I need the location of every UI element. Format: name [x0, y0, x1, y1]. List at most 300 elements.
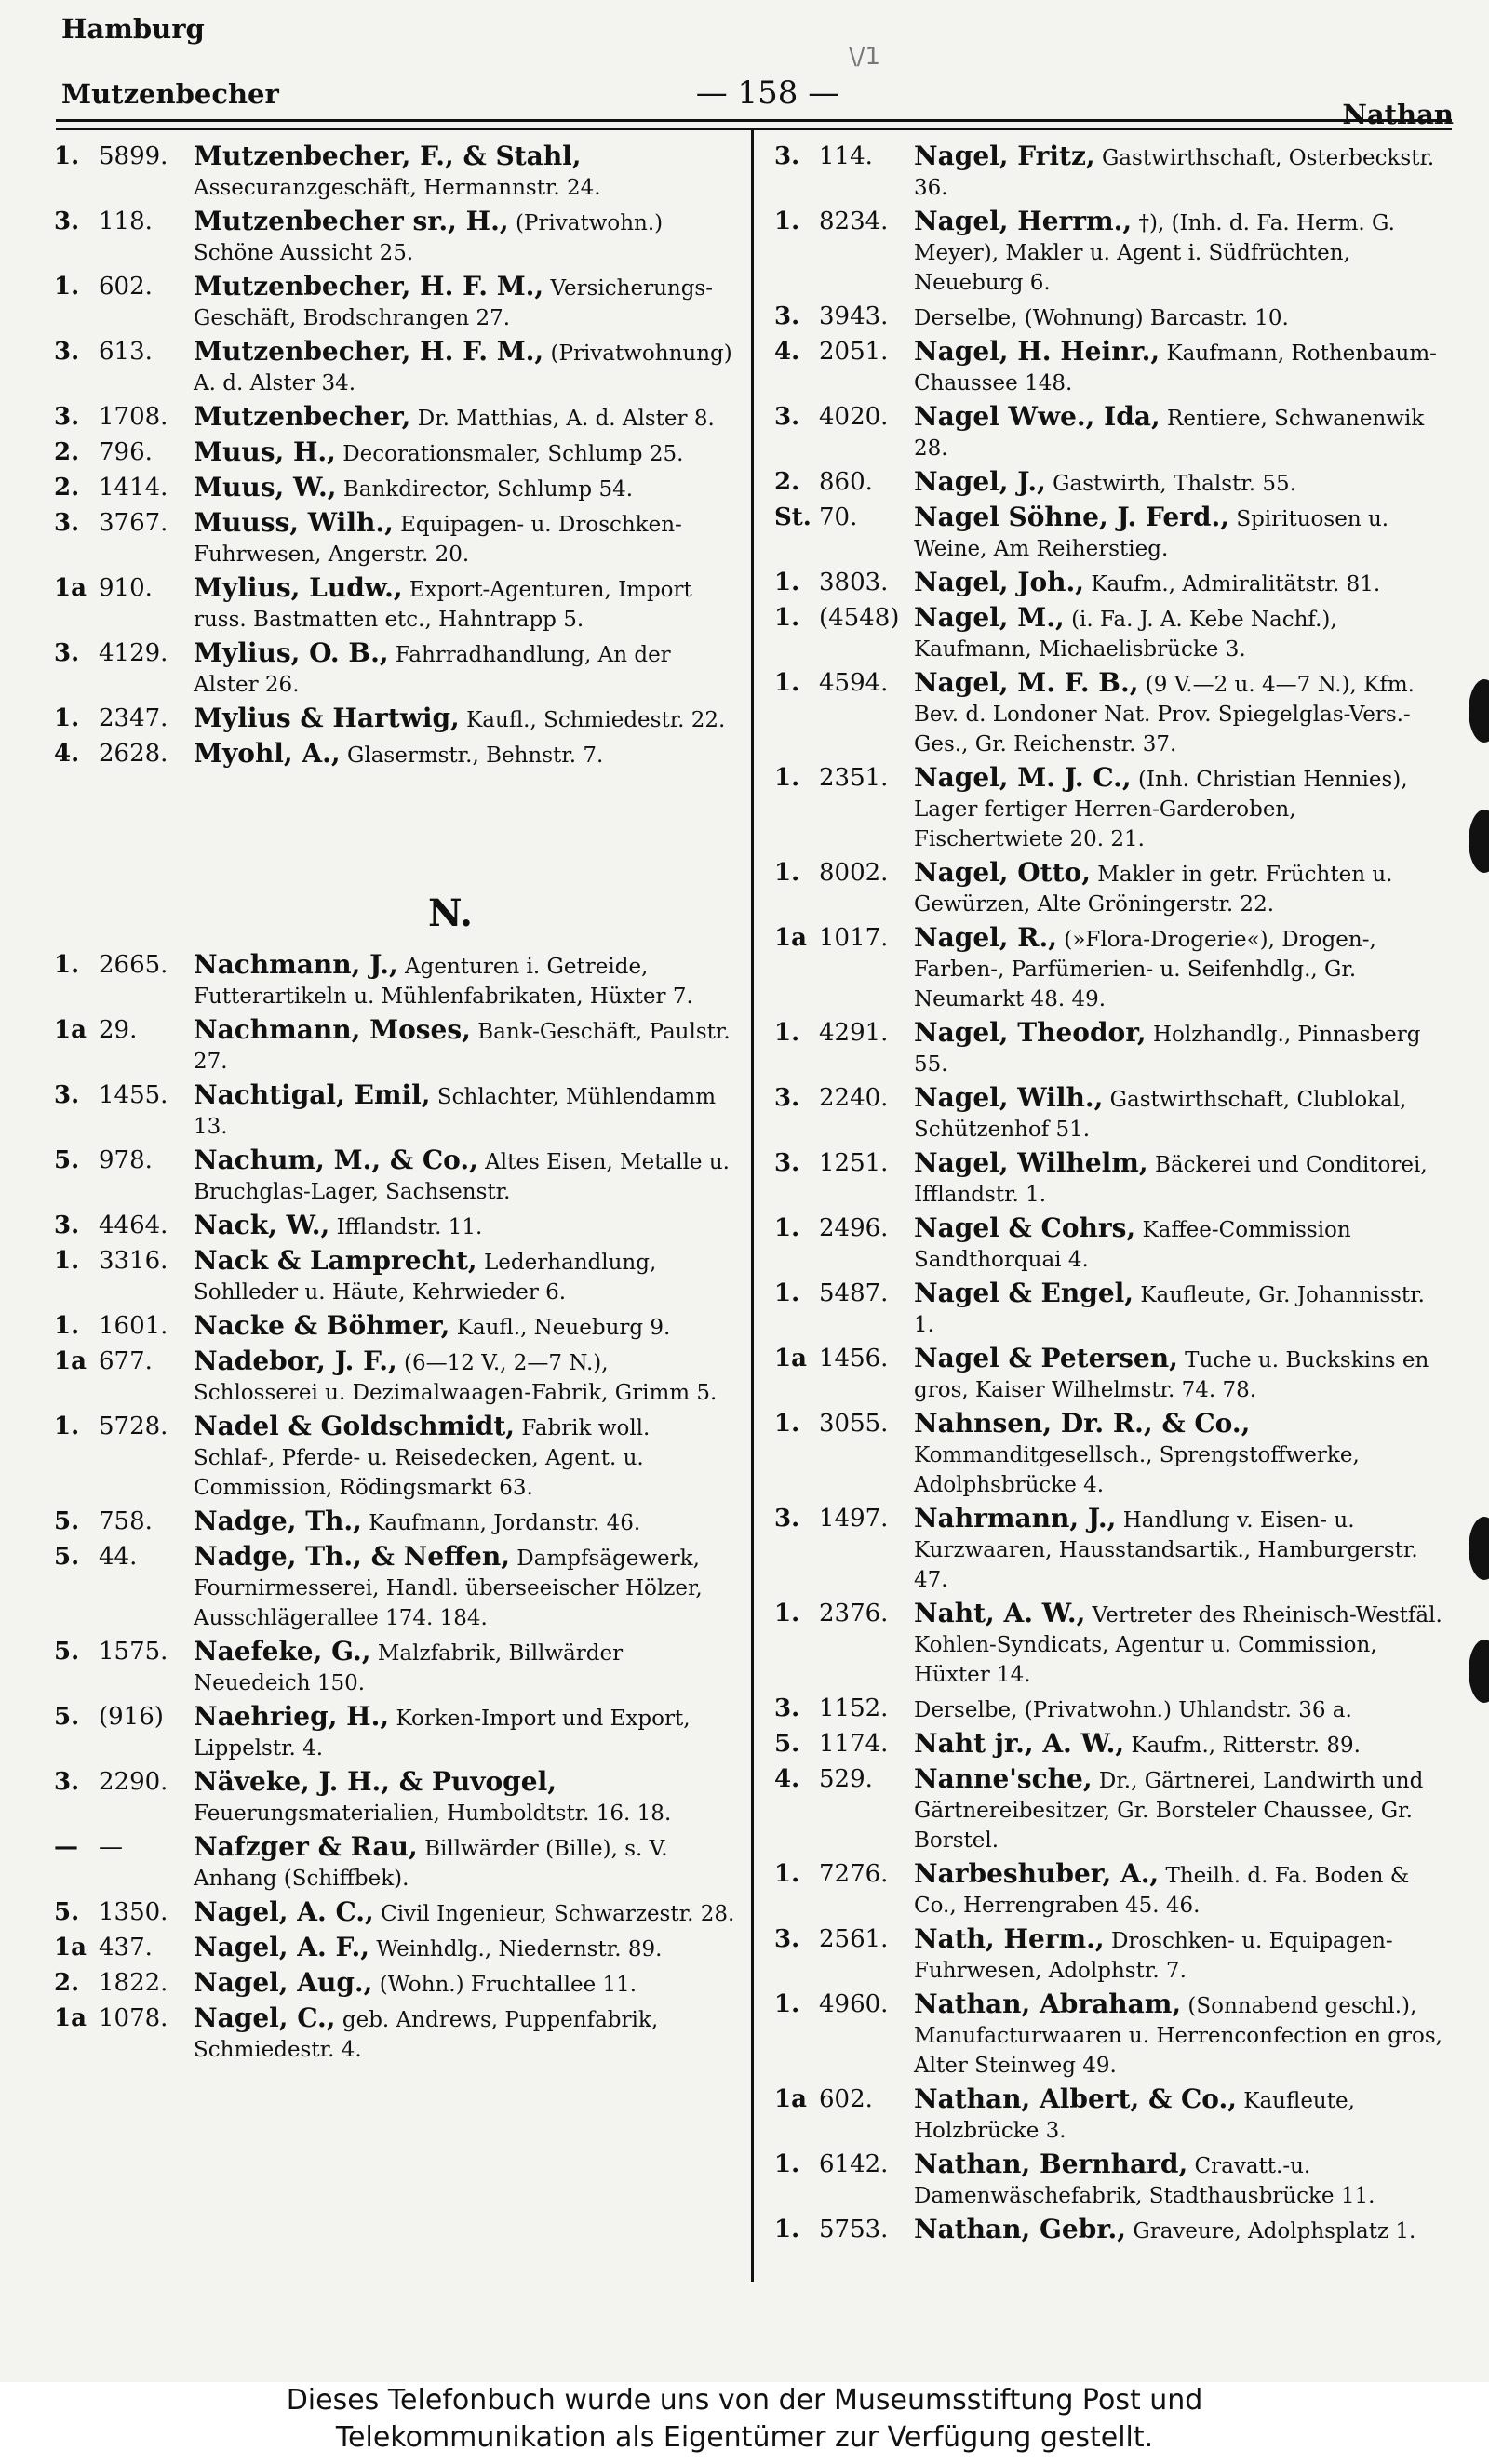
number-value: 7276.	[819, 1860, 889, 1888]
exchange-zone: 3.	[774, 403, 800, 431]
number-value: 5487.	[819, 1279, 889, 1307]
phone-number	[774, 337, 914, 367]
subscriber-name: Nack & Lamprecht,	[194, 1245, 477, 1276]
number-value: 5753.	[819, 2216, 889, 2243]
phone-number	[54, 272, 194, 301]
directory-entry	[54, 638, 735, 700]
subscriber-name: Nathan, Abraham,	[914, 1989, 1182, 2019]
phone-number	[774, 923, 914, 953]
exchange-zone: 5.	[54, 1898, 80, 1926]
exchange-zone: 4.	[774, 338, 800, 366]
subscriber-name: Nadge, Th., & Neffen,	[194, 1541, 510, 1572]
subscriber-description: Kaufl., Schmiedestr. 22.	[466, 708, 726, 732]
number-value: 3055.	[819, 1410, 889, 1438]
subscriber-description: Spirituosen u. Weine, Am Reiherstieg.	[914, 507, 1389, 561]
number-value: 5728.	[99, 1413, 168, 1440]
phone-number	[54, 1637, 194, 1667]
subscriber-description: Kaufmann, Rothenbaum-Chaussee 148.	[914, 341, 1437, 395]
number-value: 602.	[99, 273, 153, 301]
phone-number	[54, 703, 194, 733]
phone-number	[54, 437, 194, 467]
phone-number	[54, 739, 194, 769]
number-value: 1078.	[99, 2004, 168, 2032]
subscriber-name: Nagel & Petersen,	[914, 1343, 1178, 1373]
number-value: 4291.	[819, 1019, 889, 1047]
exchange-zone: 1.	[774, 604, 800, 632]
subscriber-name: Nathan, Gebr.,	[914, 2214, 1127, 2244]
subscriber-description: Feuerungsmaterialien, Humboldtstr. 16. 18.	[194, 1801, 672, 1826]
subscriber-description: (»Flora-Drogerie«), Drogen-, Farben-, Parfümerien- u. Seifenhdlg., Gr. Neumarkt 48. 49.	[914, 928, 1376, 1011]
number-value: 4020.	[819, 403, 889, 431]
subscriber-description: Assecuranzgeschäft, Hermannstr. 24.	[194, 176, 601, 200]
number-value: 1708.	[99, 403, 168, 431]
directory-entry	[774, 668, 1452, 759]
phone-number	[774, 467, 914, 497]
subscriber-name: Nadebor, J. F.,	[194, 1346, 397, 1376]
phone-number	[774, 1729, 914, 1759]
directory-entry	[774, 141, 1452, 203]
directory-entry	[774, 337, 1452, 398]
exchange-zone: 3.	[54, 403, 80, 431]
exchange-zone: 1.	[774, 1600, 800, 1627]
subscriber-description: Equipagen- u. Droschken-Fuhrwesen, Angerstr. 20.	[194, 513, 682, 567]
directory-entry	[54, 2003, 735, 2065]
directory-entry	[774, 763, 1452, 854]
subscriber-name: Nachmann, Moses,	[194, 1014, 471, 1045]
phone-number	[54, 508, 194, 538]
number-value: 796.	[99, 438, 153, 466]
subscriber-name: Mutzenbecher, F., & Stahl,	[194, 141, 582, 171]
subscriber-description: Kommanditgesellsch., Sprengstoffwerke, Adolphsbrücke 4.	[914, 1443, 1360, 1497]
number-value: 437.	[99, 1934, 153, 1962]
exchange-zone: 1.	[54, 142, 80, 170]
number-value: 2290.	[99, 1768, 168, 1796]
directory-entry	[774, 467, 1452, 499]
directory-entry	[54, 1346, 735, 1408]
pencil-mark: \/1	[849, 43, 881, 71]
directory-entry	[774, 301, 1452, 333]
subscriber-name: Muus, H.,	[194, 436, 336, 467]
directory-entry	[54, 1080, 735, 1142]
subscriber-description: Fabrik woll. Schlaf-, Pferde- u. Reisedecken, Agent. u. Commission, Rödingsmarkt 63.	[194, 1416, 651, 1500]
subscriber-name: Nanne'sche,	[914, 1763, 1093, 1794]
directory-entry	[54, 1767, 735, 1828]
exchange-zone: 1.	[774, 208, 800, 235]
directory-entry	[774, 402, 1452, 463]
phone-number	[774, 1924, 914, 1954]
number-value: (916)	[99, 1703, 164, 1731]
exchange-zone: 4.	[54, 740, 80, 768]
number-value: 1350.	[99, 1898, 168, 1926]
phone-number	[774, 1344, 914, 1373]
directory-entry	[774, 568, 1452, 599]
phone-number	[774, 1504, 914, 1533]
phone-number	[774, 1859, 914, 1889]
subscriber-name: Nagel Söhne, J. Ferd.,	[914, 502, 1229, 532]
directory-entry	[774, 1148, 1452, 1210]
subscriber-description: Derselbe, (Wohnung) Barcastr. 10.	[914, 306, 1289, 330]
subscriber-name: Nathan, Bernhard,	[914, 2149, 1188, 2179]
directory-entry	[54, 1211, 735, 1242]
directory-entry	[774, 1989, 1452, 2081]
subscriber-description: Weinhdlg., Niedernstr. 89.	[376, 1937, 663, 1962]
directory-entry	[774, 1924, 1452, 1986]
phone-number	[774, 603, 914, 633]
phone-number	[774, 1409, 914, 1439]
number-value: 2347.	[99, 704, 168, 732]
header-rule-double	[56, 128, 1452, 130]
directory-entry	[54, 1637, 735, 1698]
exchange-zone: 1a	[54, 1934, 87, 1962]
exchange-zone: 3.	[774, 1084, 800, 1112]
subscriber-description: Kaufm., Ritterstr. 89.	[1131, 1734, 1361, 1758]
subscriber-description: (6—12 V., 2—7 N.), Schlosserei u. Dezimalwaagen-Fabrik, Grimm 5.	[194, 1351, 718, 1405]
directory-entry	[54, 1968, 735, 2000]
number-value: —	[99, 1833, 123, 1861]
number-value: 3767.	[99, 509, 168, 537]
phone-number	[774, 2149, 914, 2179]
number-value: 2665.	[99, 951, 168, 979]
subscriber-description: Derselbe, (Privatwohn.) Uhlandstr. 36 a.	[914, 1698, 1352, 1722]
phone-number	[54, 1211, 194, 1240]
number-value: 2561.	[819, 1925, 889, 1953]
footer-notice	[0, 2382, 1489, 2464]
number-value: 1017.	[819, 924, 889, 952]
exchange-zone: 2.	[54, 438, 80, 466]
subscriber-name: Nagel, Aug.,	[194, 1967, 373, 1998]
subscriber-name: Mutzenbecher,	[194, 401, 411, 432]
subscriber-name: Naht jr., A. W.,	[914, 1728, 1125, 1759]
number-value: 1601.	[99, 1312, 168, 1340]
subscriber-description: Droschken- u. Equipagen-Fuhrwesen, Adolphstr. 7.	[914, 1929, 1393, 1983]
phone-number	[774, 402, 914, 432]
subscriber-name: Naehrieg, H.,	[194, 1701, 390, 1732]
directory-entry	[774, 502, 1452, 564]
number-value: 3943.	[819, 302, 889, 330]
city-heading: Hamburg	[61, 13, 205, 45]
directory-entry	[54, 473, 735, 504]
subscriber-name: Nagel, A. C.,	[194, 1896, 374, 1927]
number-value: 602.	[819, 2085, 873, 2113]
phone-number	[54, 473, 194, 502]
phone-number	[54, 1015, 194, 1045]
number-value: 1497.	[819, 1505, 889, 1533]
phone-number	[774, 502, 914, 532]
subscriber-description: Kaufleute, Gr. Johannisstr. 1.	[914, 1283, 1425, 1337]
subscriber-description: Korken-Import und Export, Lippelstr. 4.	[194, 1707, 691, 1761]
subscriber-name: Nadge, Th.,	[194, 1506, 362, 1536]
right-column	[774, 141, 1452, 2250]
directory-entry	[774, 1279, 1452, 1340]
number-value: 4594.	[819, 669, 889, 697]
directory-entry	[774, 1344, 1452, 1405]
exchange-zone: 3.	[774, 302, 800, 330]
number-value: 5899.	[99, 142, 168, 170]
exchange-zone: 1a	[54, 2004, 87, 2032]
directory-entry	[774, 1018, 1452, 1079]
number-value: 2240.	[819, 1084, 889, 1112]
phone-number	[54, 1832, 194, 1862]
exchange-zone: 1.	[774, 2216, 800, 2243]
phone-number	[54, 141, 194, 171]
directory-entry	[54, 1311, 735, 1343]
subscriber-description: Billwärder (Bille), s. V. Anhang (Schiffbek).	[194, 1837, 668, 1891]
number-value: 3316.	[99, 1247, 168, 1275]
exchange-zone: 1a	[54, 1347, 87, 1375]
number-value: 860.	[819, 468, 873, 496]
subscriber-name: Nagel Wwe., Ida,	[914, 401, 1160, 432]
exchange-zone: 1.	[774, 1214, 800, 1242]
phone-number	[54, 1311, 194, 1341]
subscriber-name: Nagel, Otto,	[914, 857, 1091, 888]
subscriber-description: Versicherungs-Geschäft, Brodschrangen 27.	[194, 276, 713, 330]
binding-hole	[1469, 679, 1489, 743]
directory-entry	[774, 603, 1452, 664]
directory-entry	[774, 1409, 1452, 1500]
number-value: 2051.	[819, 338, 889, 366]
exchange-zone: 2.	[54, 1969, 80, 1997]
number-value: 1822.	[99, 1969, 168, 1997]
subscriber-name: Nagel, M.,	[914, 602, 1065, 633]
subscriber-description: Schlachter, Mühlendamm 13.	[194, 1085, 717, 1139]
phone-number	[54, 638, 194, 668]
subscriber-name: Nagel, J.,	[914, 466, 1046, 497]
phone-number	[774, 763, 914, 793]
running-head-left: Mutzenbecher	[61, 78, 279, 110]
number-value: 70.	[819, 503, 858, 531]
entry-list-nagel-nathan	[774, 141, 1452, 2246]
subscriber-name: Nacke & Böhmer,	[194, 1310, 450, 1341]
number-value: 978.	[99, 1146, 153, 1174]
directory-entry	[774, 2084, 1452, 2146]
number-value: 1575.	[99, 1638, 168, 1666]
subscriber-name: Muuss, Wilh.,	[194, 507, 394, 538]
number-value: 758.	[99, 1507, 153, 1535]
exchange-zone: 1.	[54, 1312, 80, 1340]
phone-number	[54, 1968, 194, 1998]
exchange-zone: 1.	[54, 951, 80, 979]
column-divider	[751, 130, 754, 2282]
exchange-zone: 4.	[774, 1765, 800, 1793]
subscriber-name: Nath, Herm.,	[914, 1923, 1105, 1954]
subscriber-description: Makler in getr. Früchten u. Gewürzen, Alte Gröningerstr. 22.	[914, 863, 1393, 917]
phone-number	[54, 1346, 194, 1376]
exchange-zone: —	[54, 1833, 78, 1861]
exchange-zone: 1.	[774, 1019, 800, 1047]
subscriber-description: Gastwirthschaft, Clublokal, Schützenhof 51.	[914, 1088, 1407, 1142]
subscriber-name: Mutzenbecher, H. F. M.,	[194, 336, 544, 367]
directory-entry	[774, 1213, 1452, 1275]
number-value: 1455.	[99, 1081, 168, 1109]
subscriber-name: Naefeke, G.,	[194, 1636, 371, 1667]
directory-entry	[54, 1412, 735, 1503]
subscriber-description: Kaffee-Commission Sandthorquai 4.	[914, 1218, 1351, 1272]
directory-entry	[54, 141, 735, 203]
exchange-zone: 3.	[54, 1212, 80, 1239]
subscriber-description: Malzfabrik, Billwärder Neuedeich 150.	[194, 1641, 624, 1695]
phone-number	[774, 301, 914, 331]
subscriber-description: (9 V.—2 u. 4—7 N.), Kfm. Bev. d. Londoner Nat. Prov. Spiegelglas-Vers.-Ges., Gr. Reichenstr. 37.	[914, 673, 1415, 757]
subscriber-name: Nagel, H. Heinr.,	[914, 336, 1160, 367]
binding-hole	[1469, 1517, 1489, 1580]
directory-entry	[54, 402, 735, 434]
exchange-zone: 5.	[54, 1507, 80, 1535]
exchange-zone: 1.	[774, 859, 800, 887]
page-number: — 158 —	[695, 74, 840, 112]
number-value: 6142.	[819, 2150, 889, 2178]
exchange-zone: 1a	[54, 1016, 87, 1044]
exchange-zone: 1.	[774, 669, 800, 697]
phone-number	[774, 1083, 914, 1113]
exchange-zone: 1.	[54, 704, 80, 732]
exchange-zone: 3.	[774, 1149, 800, 1177]
exchange-zone: 1.	[774, 1860, 800, 1888]
number-value: 2351.	[819, 764, 889, 792]
number-value: 2376.	[819, 1600, 889, 1627]
subscriber-description: Holzhandlg., Pinnasberg 55.	[914, 1023, 1421, 1077]
subscriber-description: Tuche u. Buckskins en gros, Kaiser Wilhelmstr. 74. 78.	[914, 1348, 1429, 1402]
subscriber-description: (i. Fa. J. A. Kebe Nachf.), Kaufmann, Michaelisbrücke 3.	[914, 608, 1337, 662]
subscriber-name: Nagel, Fritz,	[914, 141, 1095, 171]
number-value: 1456.	[819, 1345, 889, 1373]
exchange-zone: 3.	[54, 338, 80, 366]
subscriber-name: Nack, W.,	[194, 1210, 330, 1240]
footer-line-1: Dieses Telefonbuch wurde uns von der Museumsstiftung Post und	[286, 2384, 1203, 2417]
phone-number	[54, 337, 194, 367]
phone-number	[774, 1694, 914, 1723]
directory-entry	[54, 573, 735, 635]
subscriber-name: Nahrmann, J.,	[914, 1503, 1117, 1533]
phone-number	[774, 1764, 914, 1794]
exchange-zone: St.	[774, 503, 812, 531]
subscriber-description: Vertreter des Rheinisch-Westfäl. Kohlen-Syndicats, Agentur u. Commission, Hüxter 14.	[914, 1603, 1442, 1687]
subscriber-description: Bäckerei und Conditorei, Ifflandstr. 1.	[914, 1153, 1428, 1207]
subscriber-name: Narbeshuber, A.,	[914, 1858, 1160, 1889]
exchange-zone: 5.	[54, 1703, 80, 1731]
subscriber-name: Nagel, A. F.,	[194, 1932, 370, 1962]
exchange-zone: 3.	[774, 142, 800, 170]
subscriber-name: Mylius & Hartwig,	[194, 703, 460, 733]
number-value: 2628.	[99, 740, 168, 768]
exchange-zone: 3.	[54, 639, 80, 667]
subscriber-name: Muus, W.,	[194, 472, 337, 502]
exchange-zone: 5.	[54, 1146, 80, 1174]
phone-number	[774, 2084, 914, 2114]
subscriber-name: Mylius, O. B.,	[194, 637, 389, 668]
subscriber-description: Theilh. d. Fa. Boden & Co., Herrengraben 45. 46.	[914, 1864, 1410, 1918]
phone-number	[774, 2215, 914, 2244]
exchange-zone: 2.	[774, 468, 800, 496]
directory-entry	[54, 1542, 735, 1633]
subscriber-name: Nagel & Engel,	[914, 1278, 1134, 1308]
directory-entry	[54, 1832, 735, 1894]
exchange-zone: 3.	[54, 509, 80, 537]
exchange-zone: 1.	[774, 1410, 800, 1438]
subscriber-name: Mylius, Ludw.,	[194, 572, 403, 603]
phone-number	[54, 1933, 194, 1962]
subscriber-name: Nagel, R.,	[914, 922, 1058, 953]
number-value: 3803.	[819, 569, 889, 596]
exchange-zone: 1.	[54, 1413, 80, 1440]
subscriber-description: geb. Andrews, Puppenfabrik, Schmiedestr. 4.	[194, 2008, 659, 2062]
exchange-zone: 5.	[54, 1543, 80, 1571]
directory-entry	[54, 272, 735, 333]
phone-number	[54, 1702, 194, 1732]
subscriber-description: (Sonnabend geschl.), Manufacturwaaren u. Herrenconfection en gros, Alter Steinweg 49.	[914, 1994, 1442, 2078]
number-value: 910.	[99, 574, 153, 602]
subscriber-description: Bank-Geschäft, Paulstr. 27.	[194, 1020, 731, 1074]
number-value: 1152.	[819, 1694, 889, 1722]
directory-entry	[774, 207, 1452, 298]
entry-list-m	[54, 141, 735, 770]
directory-entry	[774, 1729, 1452, 1761]
phone-number	[54, 402, 194, 432]
subscriber-description: Ifflandstr. 11.	[336, 1215, 483, 1239]
phone-number	[54, 1767, 194, 1797]
subscriber-description: Kaufl., Neueburg 9.	[456, 1316, 671, 1340]
phone-number	[774, 568, 914, 597]
footer-line-2: Telekommunikation als Eigentümer zur Verfügung gestellt.	[335, 2421, 1154, 2454]
binding-hole	[1469, 1640, 1489, 1703]
phone-number	[774, 858, 914, 888]
directory-entry	[774, 2215, 1452, 2246]
subscriber-description: (Privatwohn.) Schöne Aussicht 25.	[194, 211, 664, 265]
number-value: 114.	[819, 142, 873, 170]
subscriber-description: Bankdirector, Schlump 54.	[342, 477, 634, 502]
exchange-zone: 2.	[54, 474, 80, 502]
directory-entry	[54, 207, 735, 268]
number-value: 529.	[819, 1765, 873, 1793]
subscriber-description: Gastwirth, Thalstr. 55.	[1053, 472, 1296, 496]
subscriber-description: Lederhandlung, Sohlleder u. Häute, Kehrwieder 6.	[194, 1251, 657, 1305]
subscriber-name: Nagel & Cohrs,	[914, 1212, 1136, 1243]
directory-entry	[54, 1507, 735, 1538]
directory-entry	[774, 858, 1452, 919]
subscriber-description: Kaufleute, Holzbrücke 3.	[914, 2089, 1355, 2143]
directory-entry	[54, 1015, 735, 1077]
phone-number	[774, 141, 914, 171]
directory-entry	[54, 508, 735, 569]
subscriber-description: Graveure, Adolphsplatz 1.	[1133, 2219, 1416, 2243]
number-value: 29.	[99, 1016, 138, 1044]
exchange-zone: 1.	[774, 764, 800, 792]
phone-number	[54, 1145, 194, 1175]
subscriber-name: Näveke, J. H., & Puvogel,	[194, 1766, 557, 1797]
subscriber-name: Nafzger & Rau,	[194, 1831, 418, 1862]
phone-number	[774, 1213, 914, 1243]
subscriber-description: Rentiere, Schwanenwik 28.	[914, 407, 1425, 461]
subscriber-name: Mutzenbecher, H. F. M.,	[194, 271, 544, 301]
subscriber-description: Decorationsmaler, Schlump 25.	[342, 442, 684, 466]
directory-entry	[54, 950, 735, 1011]
subscriber-description: Handlung v. Eisen- u. Kurzwaaren, Hausstandsartik., Hamburgerstr. 47.	[914, 1508, 1418, 1592]
phone-number	[774, 1599, 914, 1628]
directory-entry	[54, 703, 735, 735]
directory-entry	[774, 1599, 1452, 1690]
subscriber-name: Nadel & Goldschmidt,	[194, 1411, 516, 1441]
directory-entry	[54, 337, 735, 398]
subscriber-name: Nagel, C.,	[194, 2002, 336, 2033]
subscriber-description: †), (Inh. d. Fa. Herm. G. Meyer), Makler u. Agent i. Südfrüchten, Neueburg 6.	[914, 211, 1395, 295]
subscriber-name: Nagel, Herrm.,	[914, 206, 1133, 236]
exchange-zone: 3.	[54, 1081, 80, 1109]
running-head-right: Nathan	[1342, 99, 1454, 130]
subscriber-name: Nachum, M., & Co.,	[194, 1145, 478, 1175]
number-value: 44.	[99, 1543, 138, 1571]
subscriber-name: Nachmann, J.,	[194, 949, 398, 980]
exchange-zone: 5.	[54, 1638, 80, 1666]
exchange-zone: 1a	[774, 1345, 807, 1373]
